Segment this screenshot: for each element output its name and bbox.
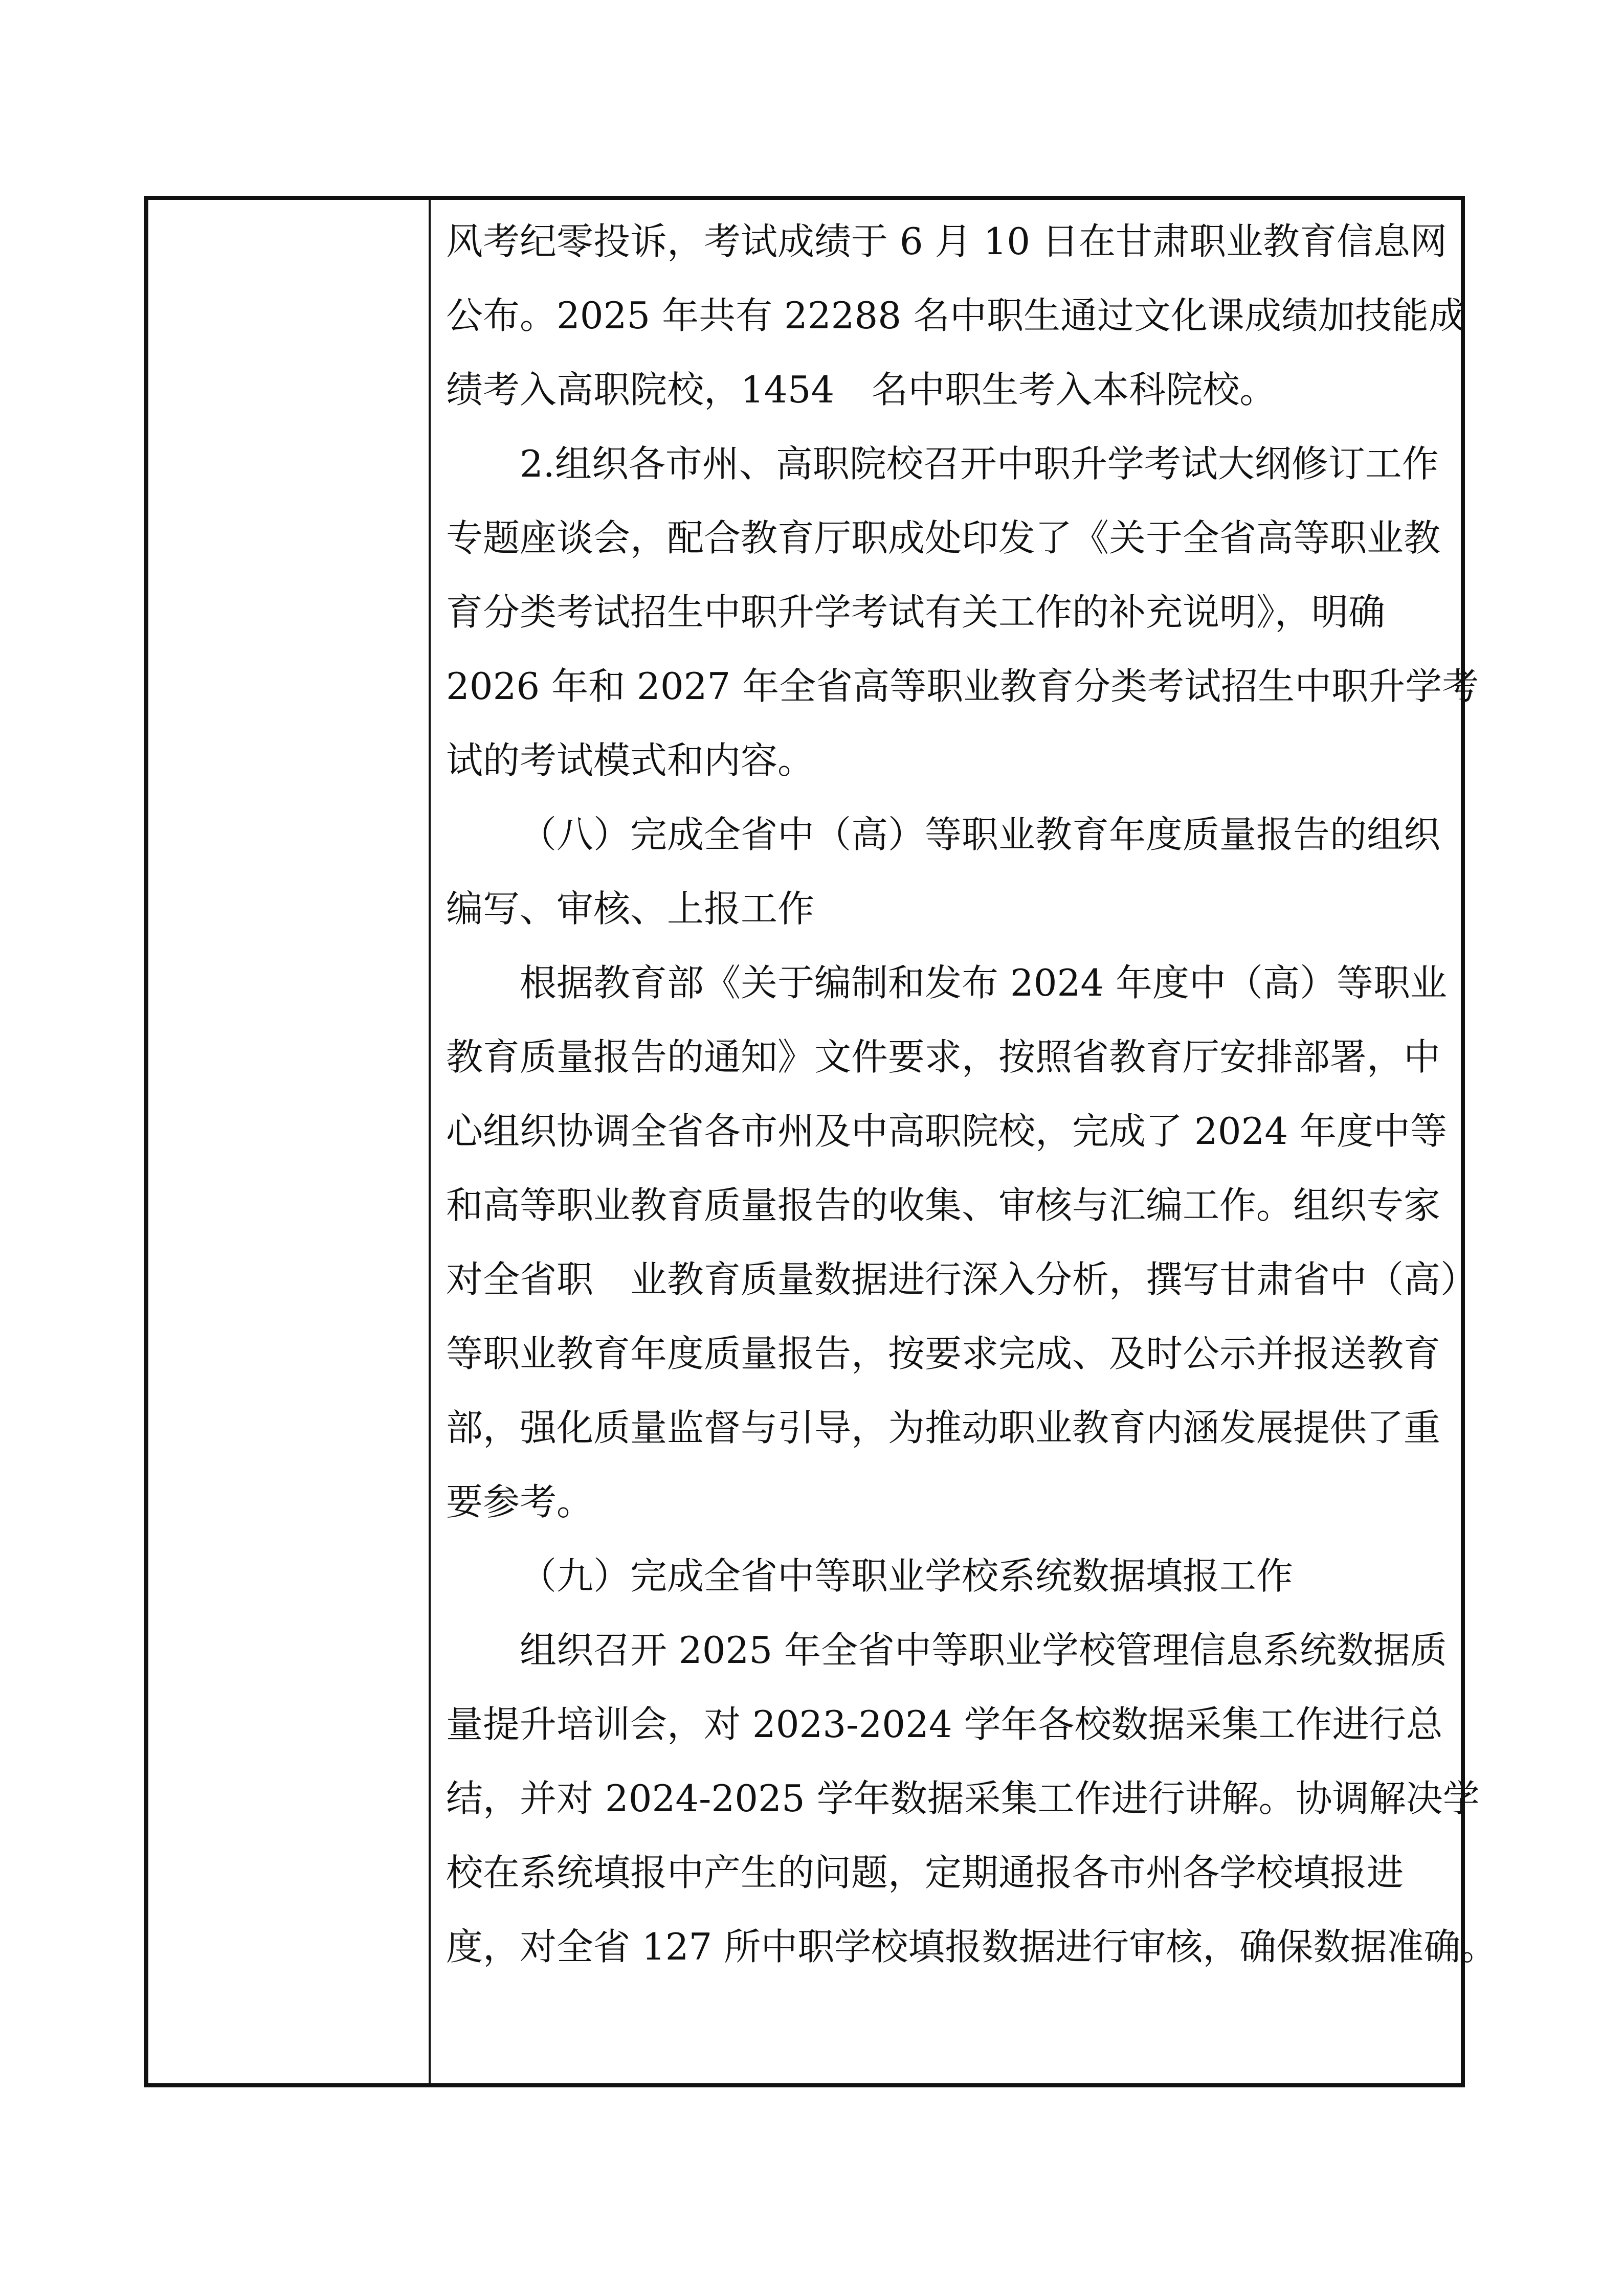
text-line: 度，对全省 127 所中职学校填报数据进行审核，确保数据准确。 <box>446 1925 1498 1968</box>
text-line: 校在系统填报中产生的问题，定期通报各市州各学校填报进 <box>446 1851 1404 1894</box>
text-line: 教育质量报告的通知》文件要求，按照省教育厅安排部署，中 <box>446 1036 1441 1078</box>
text-line: 心组织协调全省各市州及中高职院校，完成了 2024 年度中等 <box>446 1110 1448 1153</box>
paragraph-start-line: 根据教育部《关于编制和发布 2024 年度中（高）等职业 <box>520 961 1448 1004</box>
table-content-cell <box>446 205 1498 1984</box>
text-line: 育分类考试招生中职升学考试有关工作的补充说明》，明确 <box>446 591 1386 634</box>
section-heading-line: 编写、审核、上报工作 <box>446 887 815 930</box>
paragraph-start-line: 2.组织各市州、高职院校召开中职升学考试大纲修订工作 <box>520 442 1439 485</box>
text-line: 要参考。 <box>446 1480 594 1523</box>
text-line: 和高等职业教育质量报告的收集、审核与汇编工作。组织专家 <box>446 1184 1441 1227</box>
table-column-divider <box>429 196 431 2087</box>
text-line: 结，并对 2024-2025 学年数据采集工作进行讲解。协调解决学 <box>446 1777 1480 1820</box>
text-line: 量提升培训会，对 2023-2024 学年各校数据采集工作进行总 <box>446 1703 1443 1746</box>
text-line: 部，强化质量监督与引导，为推动职业教育内涵发展提供了重 <box>446 1406 1441 1449</box>
text-line: 绩考入高职院校，1454 名中职生考入本科院校。 <box>446 368 1277 411</box>
text-line: 专题座谈会，配合教育厅职成处印发了《关于全省高等职业教 <box>446 516 1441 559</box>
text-line: 对全省职 业教育质量数据进行深入分析，撰写甘肃省中（高） <box>446 1258 1478 1301</box>
text-line: 公布。2025 年共有 22288 名中职生通过文化课成绩加技能成 <box>446 294 1465 337</box>
text-line: 等职业教育年度质量报告，按要求完成、及时公示并报送教育 <box>446 1332 1441 1375</box>
text-line: 2026 年和 2027 年全省高等职业教育分类考试招生中职升学考 <box>446 665 1479 708</box>
paragraph-start-line: 组织召开 2025 年全省中等职业学校管理信息系统数据质 <box>520 1629 1448 1672</box>
section-heading-line: （八）完成全省中（高）等职业教育年度质量报告的组织 <box>520 813 1441 856</box>
text-line: 试的考试模式和内容。 <box>446 739 815 782</box>
section-heading-line: （九）完成全省中等职业学校系统数据填报工作 <box>520 1555 1294 1597</box>
text-line: 风考纪零投诉，考试成绩于 6 月 10 日在甘肃职业教育信息网 <box>446 220 1447 263</box>
